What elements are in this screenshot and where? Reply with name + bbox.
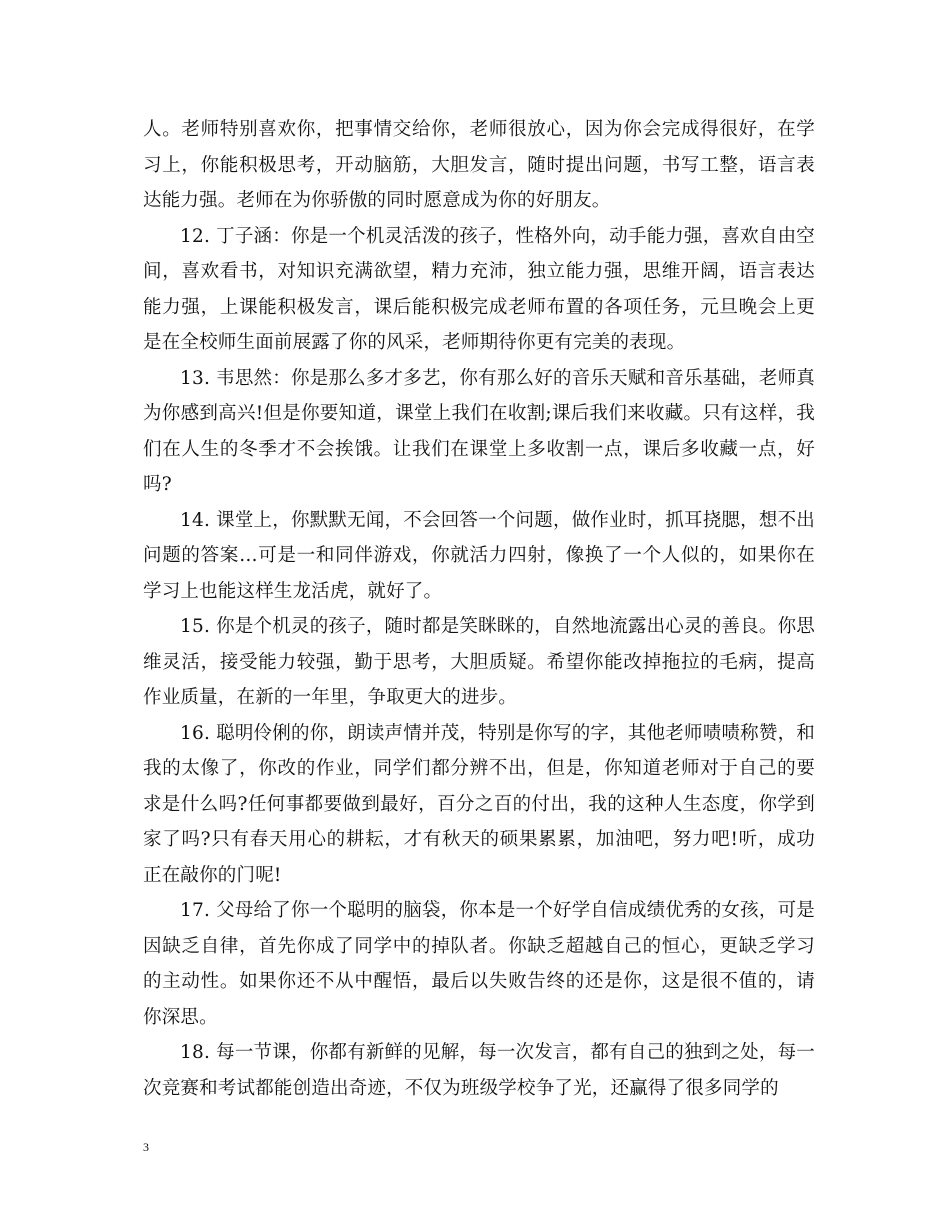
paragraph-item-14: 14. 课堂上，你默默无闻，不会回答一个问题，做作业时，抓耳挠腮，想不出问题的答案…可是一和同伴游戏，你就活力四射，像换了一个人似的，如果你在学习上也能这样生龙活虎，就好了。 (143, 509, 815, 602)
paragraph-item-17: 17. 父母给了你一个聪明的脑袋，你本是一个好学自信成绩优秀的女孩，可是因缺乏自律，首先你成了同学中的掉队者。你缺乏超越自己的恒心，更缺乏学习的主动性。如果你还不从中醒悟，最后以失败告终的还是你，这是很不值的，请你深思。 (143, 900, 815, 1028)
paragraph-item-16: 16. 聪明伶俐的你，朗读声情并茂，特别是你写的字，其他老师啧啧称赞，和我的太像了，你改的作业，同学们都分辨不出，但是，你知道老师对于自己的要求是什么吗?任何事都要做到最好，百分之百的付出，我的这种人生态度，你学到家了吗?只有春天用心的耕耘，才有秋天的硕果累累，加油吧，努力吧!听，成功正在敲你的门呢! (143, 722, 815, 886)
paragraph-item-15: 15. 你是个机灵的孩子，随时都是笑眯眯的，自然地流露出心灵的善良。你思维灵活，接受能力较强，勤于思考，大胆质疑。希望你能改掉拖拉的毛病，提高作业质量，在新的一年里，争取更大的进步。 (143, 616, 815, 708)
document-body (143, 112, 815, 1106)
paragraph-item-18: 18. 每一节课，你都有新鲜的见解，每一次发言，都有自己的独到之处，每一次竞赛和考试都能创造出奇迹，不仅为班级学校争了光，还赢得了很多同学的 (143, 1042, 815, 1099)
paragraph-item-12: 12. 丁子涵：你是一个机灵活泼的孩子，性格外向，动手能力强，喜欢自由空间，喜欢看书，对知识充满欲望，精力充沛，独立能力强，思维开阔，语言表达能力强，上课能积极发言，课后能积极完成老师布置的各项任务，元旦晚会上更是在全校师生面前展露了你的风采，老师期待你更有完美的表现。 (143, 225, 815, 353)
page-number: 3 (143, 1140, 149, 1154)
paragraph-item-13: 13. 韦思然：你是那么多才多艺，你有那么好的音乐天赋和音乐基础，老师真为你感到高兴!但是你要知道，课堂上我们在收割;课后我们来收藏。只有这样，我们在人生的冬季才不会挨饿。让我们在课堂上多收割一点，课后多收藏一点，好吗? (143, 367, 815, 495)
paragraph-continuation: 人。老师特别喜欢你，把事情交给你，老师很放心，因为你会完成得很好，在学习上，你能积极思考，开动脑筋，大胆发言，随时提出问题，书写工整，语言表达能力强。老师在为你骄傲的同时愿意成为你的好朋友。 (143, 119, 815, 211)
